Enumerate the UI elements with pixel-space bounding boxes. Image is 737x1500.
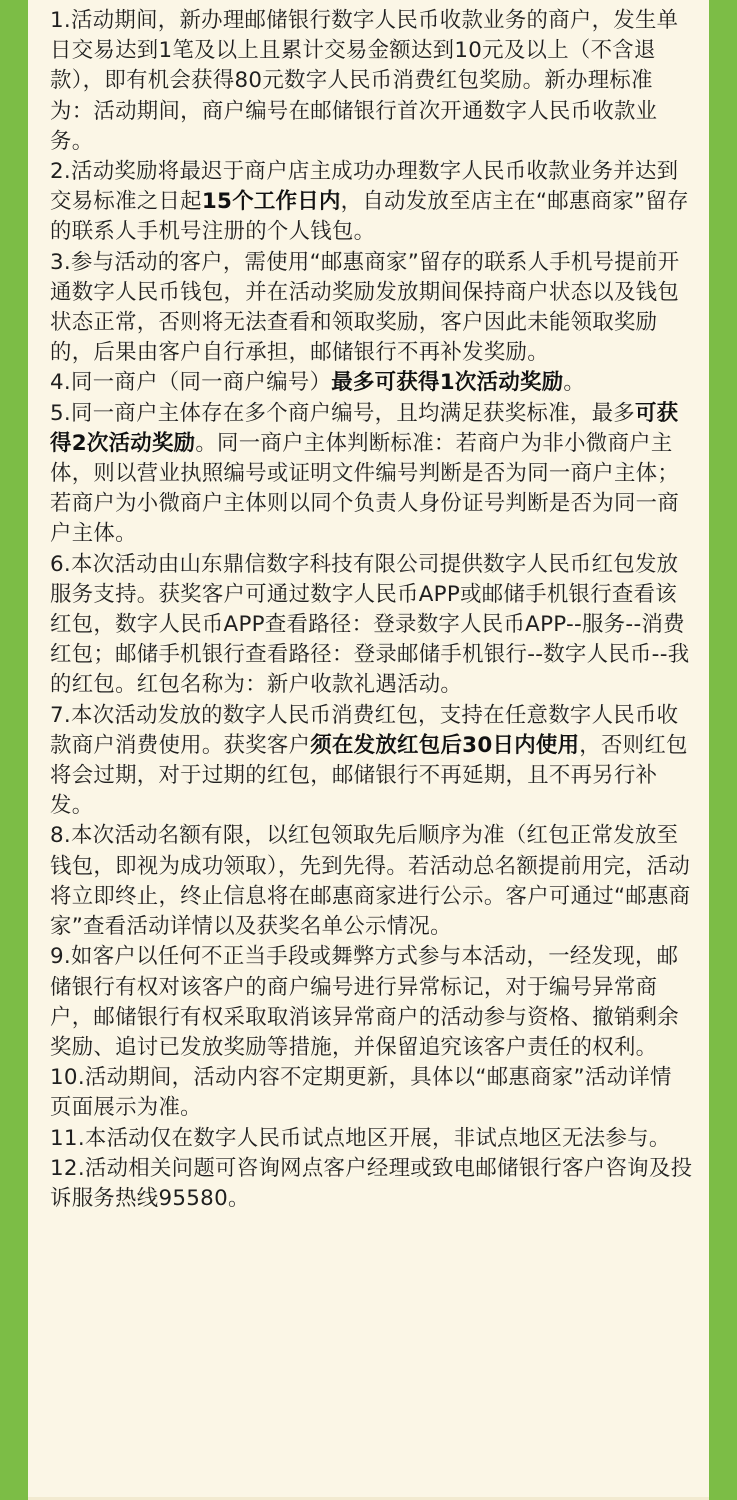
rule-item-7 <box>50 701 693 822</box>
rule-text: ，否则红包将会过期，对于过期的红包，邮储银行不再延期，且不再另行补发。 <box>50 732 688 819</box>
rule-text: 6.本次活动由山东鼎信数字科技有限公司提供数字人民币红包发放服务支持。获奖客户可通过数字人民币APP或邮储手机银行查看该红包，数字人民币APP查看路径：登录数字人民币APP--服务--消费红包；邮储手机银行查看路径：登录邮储手机银行--数字人民币--我的红包。红包名称为：新户收款礼遇活动。 <box>50 551 690 698</box>
rule-text: 7.本次活动发放的数字人民币消费红包，支持在任意数字人民币收款商户消费使用。获奖客户 <box>50 702 679 758</box>
rule-text: 3.参与活动的客户，需使用“邮惠商家”留存的联系人手机号提前开通数字人民币钱包，并在活动奖励发放期间保持商户状态以及钱包状态正常，否则将无法查看和领取奖励，客户因此未能领取奖励的，后果由客户自行承担，邮储银行不再补发奖励。 <box>50 249 680 366</box>
rule-item-9 <box>50 942 693 1063</box>
rule-text: ，自动发放至店主在“邮惠商家”留存的联系人手机号注册的个人钱包。 <box>50 189 689 245</box>
rule-text: 8.本次活动名额有限，以红包领取先后顺序为准（红包正常发放至钱包，即视为成功领取），先到先得。若活动总名额提前用完，活动将立即终止，终止信息将在邮惠商家进行公示。客户可通过“邮惠商家”查看活动详情以及获奖名单公示情况。 <box>50 823 691 940</box>
rule-highlight: 最多可获得1次活动奖励 <box>331 370 564 396</box>
rule-text: 4.同一商户（同一商户编号） <box>50 370 332 396</box>
rule-highlight: 15个工作日内 <box>201 189 341 215</box>
rule-item-11 <box>50 1124 693 1154</box>
rules-list <box>50 6 693 1214</box>
rule-text: 。同一商户主体判断标准：若商户为非小微商户主体，则以营业执照编号或证明文件编号判断是否为同一商户主体；若商户为小微商户主体则以同个负责人身份证号判断是否为同一商户主体。 <box>50 430 680 547</box>
rule-item-6 <box>50 550 693 701</box>
rule-text: 9.如客户以任何不正当手段或舞弊方式参与本活动，一经发现，邮储银行有权对该客户的商户编号进行异常标记，对于编号异常商户，邮储银行有权采取取消该异常商户的活动参与资格、撤销剩余奖励、追讨已发放奖励等措施，并保留追究该客户责任的权利。 <box>50 944 680 1060</box>
rule-item-1 <box>50 6 693 157</box>
rule-item-2 <box>50 157 693 248</box>
rule-text: 10.活动期间，活动内容不定期更新，具体以“邮惠商家”活动详情页面展示为准。 <box>50 1065 672 1121</box>
rule-item-3 <box>50 248 693 369</box>
rule-text: 。 <box>563 370 586 396</box>
rule-highlight: 可获得2次活动奖励 <box>50 400 679 456</box>
rule-item-5 <box>50 399 693 550</box>
rule-text: 12.活动相关问题可咨询网点客户经理或致电邮储银行客户咨询及投诉服务热线95580。 <box>50 1155 693 1211</box>
rules-panel <box>28 0 709 1500</box>
rule-item-8 <box>50 821 693 942</box>
rule-item-4 <box>50 368 693 398</box>
rule-item-12 <box>50 1154 693 1214</box>
rule-text: 2.活动奖励将最迟于商户店主成功办理数字人民币收款业务并达到交易标准之日起 <box>50 159 679 215</box>
rule-text: 5.同一商户主体存在多个商户编号，且均满足获奖标准，最多 <box>50 400 635 426</box>
rule-item-10 <box>50 1063 693 1123</box>
rule-text: 11.本活动仅在数字人民币试点地区开展，非试点地区无法参与。 <box>50 1125 671 1151</box>
rule-text: 1.活动期间，新办理邮储银行数字人民币收款业务的商户，发生单日交易达到1笔及以上且累计交易金额达到10元及以上（不含退款），即有机会获得80元数字人民币消费红包奖励。新办理标准为：活动期间，商户编号在邮储银行首次开通数字人民币收款业务。 <box>50 8 679 154</box>
rule-highlight: 须在发放红包后30日内使用 <box>310 732 580 758</box>
